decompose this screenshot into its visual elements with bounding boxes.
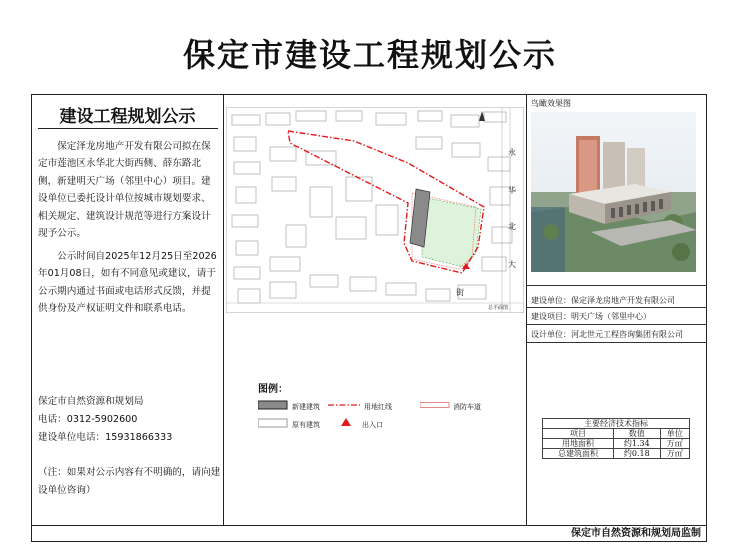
spec-cell: 总建筑面积 <box>543 449 614 459</box>
legend-new-building-swatch <box>258 400 288 410</box>
rendering-label: 鸟瞰效果图 <box>531 99 571 108</box>
agency-name: 保定市自然资源和规划局 <box>38 396 144 407</box>
notice-heading: 建设工程规划公示 <box>59 107 196 127</box>
legend-title: 图例： <box>258 384 288 395</box>
spec-table <box>542 418 690 459</box>
street-label-5: 街 <box>456 288 464 297</box>
spec-header: 项目 <box>543 429 614 439</box>
spec-cell: 用地面积 <box>543 439 614 449</box>
right-divider-2 <box>526 307 707 308</box>
page-title: 保定市建设工程规划公示 <box>182 36 557 74</box>
street-label-3: 北 <box>508 222 516 231</box>
notice-note: （注：如果对公示内容有不明确的，请向建设单位咨询） <box>38 467 221 496</box>
agency-phone: 电话：0312-5902600 <box>38 414 138 425</box>
street-label-2: 华 <box>508 186 516 195</box>
spec-header: 单位 <box>660 429 689 439</box>
legend-fire-lane-swatch <box>420 401 450 409</box>
designer-info: 设计单位：河北世元工程咨询集团有限公司 <box>531 330 683 339</box>
spec-cell: 万㎡ <box>660 439 689 449</box>
footer-supervisor: 保定市自然资源和规划局监制 <box>31 525 707 542</box>
project-info: 建设项目：明天广场（邻里中心） <box>531 312 651 321</box>
legend-fire-lane: 消防车道 <box>453 403 481 411</box>
spec-header: 数值 <box>614 429 660 439</box>
builder-phone: 建设单位电话：15931866333 <box>38 432 173 443</box>
right-divider-4 <box>526 342 707 343</box>
legend-existing: 原有建筑 <box>292 421 320 429</box>
right-divider-1 <box>526 285 707 286</box>
site-plan-map <box>226 107 524 313</box>
contact-block <box>38 393 172 447</box>
spec-cell: 约0.18 <box>614 449 660 459</box>
street-label-4: 大 <box>508 260 516 269</box>
notice-paragraph-2: 公示时间自2025年12月25日至2026年01月08日，如有不同意见或建议，请于公示期内通过书面或电话形式反馈，并提供身份及产权证明文件和联系电话。 <box>38 251 217 315</box>
legend-red-line-swatch <box>328 401 360 409</box>
legend-new-building: 新建建筑 <box>292 403 320 411</box>
legend-entrance: 出入口 <box>362 421 383 429</box>
entrance-icon <box>340 417 352 427</box>
legend-existing-swatch <box>258 418 288 428</box>
table-row <box>543 439 690 449</box>
street-label-1: 永 <box>508 148 516 157</box>
table-row <box>543 449 690 459</box>
aerial-rendering <box>531 112 696 272</box>
spec-cell: 万㎡ <box>660 449 689 459</box>
right-divider-3 <box>526 324 707 325</box>
map-caption: 总平面图 <box>488 305 509 311</box>
notice-paragraph-1: 保定泽龙房地产开发有限公司拟在保定市莲池区永华北大街西侧、薛东路北侧，新建明天广场（邻里中心）项目。建设单位已委托设计单位按城市规划要求、相关规定、建筑设计规范等进行方案设计现予公示。 <box>38 141 211 240</box>
legend-red-line: 用地红线 <box>364 403 392 411</box>
heading-divider <box>38 128 218 129</box>
spec-table-title: 主要经济技术指标 <box>543 419 690 429</box>
builder-info: 建设单位：保定泽龙房地产开发有限公司 <box>531 296 675 305</box>
spec-cell: 约1.34 <box>614 439 660 449</box>
